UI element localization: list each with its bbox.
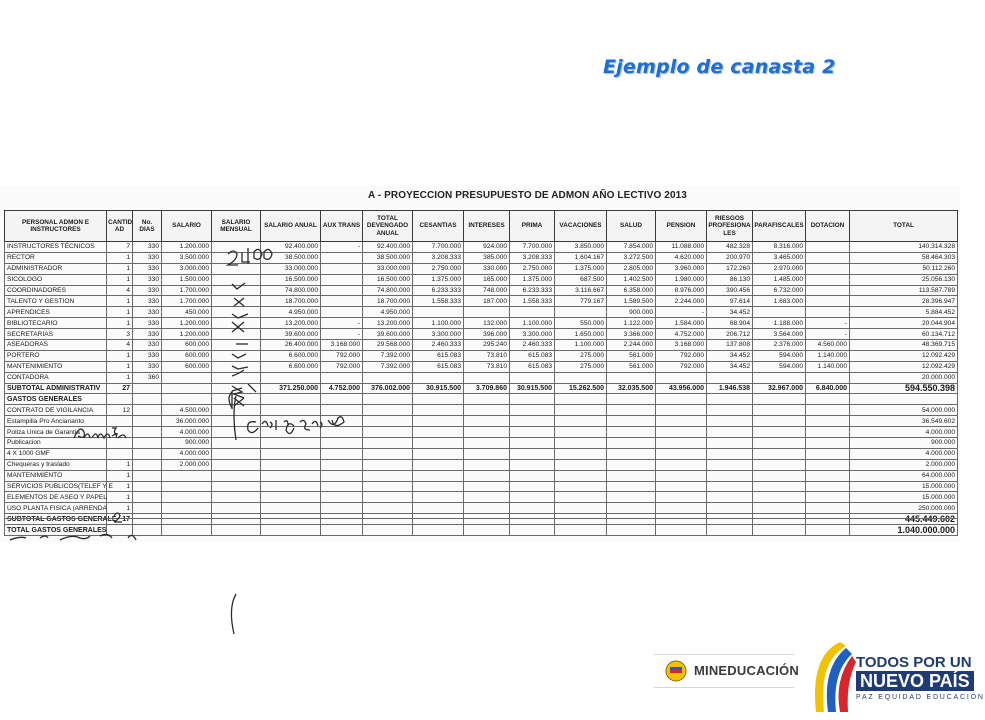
handwritten-cross-2 bbox=[232, 322, 244, 332]
handwritten-scribble-portero bbox=[232, 384, 256, 398]
table-cell: 26.400.000 bbox=[261, 340, 321, 351]
table-cell: 1.040.000.000 bbox=[850, 525, 958, 536]
footer-logos bbox=[650, 636, 985, 716]
table-cell: 86.130 bbox=[707, 274, 753, 285]
table-cell: 1.100.000 bbox=[555, 340, 607, 351]
table-cell: 1.485.000 bbox=[753, 274, 806, 285]
row-label-cell: SERVICIOS PUBLICOS(TELEF Y E bbox=[5, 481, 107, 492]
table-cell: 3.500.000 bbox=[162, 252, 212, 263]
table-cell: 2.244.000 bbox=[656, 296, 707, 307]
colombia-flag-icon bbox=[800, 638, 854, 714]
table-cell: 900.000 bbox=[162, 438, 212, 449]
table-cell: 7.854.000 bbox=[607, 242, 656, 253]
column-header: VACACIONES bbox=[555, 211, 607, 242]
table-cell: 73.810 bbox=[464, 350, 510, 361]
table-cell: 3 bbox=[107, 329, 133, 340]
table-cell: 54.000.000 bbox=[850, 405, 958, 416]
table-cell: 330 bbox=[133, 318, 162, 329]
table-cell: 6.358.000 bbox=[607, 285, 656, 296]
table-cell: 13.200.000 bbox=[363, 318, 413, 329]
table-cell: 900.000 bbox=[850, 438, 958, 449]
table-cell: 18.700.000 bbox=[363, 296, 413, 307]
table-cell: 4.000.000 bbox=[162, 427, 212, 438]
table-cell: 1.683.000 bbox=[753, 296, 806, 307]
table-cell: 3.366.000 bbox=[607, 329, 656, 340]
row-label-cell: PORTERO bbox=[5, 350, 107, 361]
table-cell: 137.808 bbox=[707, 340, 753, 351]
table-cell: 561.000 bbox=[607, 361, 656, 372]
todos-por-un-text: TODOS POR UN bbox=[856, 654, 972, 671]
table-cell: 482.328 bbox=[707, 242, 753, 253]
table-cell: 250.000.000 bbox=[850, 503, 958, 514]
table-cell: 1.200.000 bbox=[162, 329, 212, 340]
table-cell: 16.500.000 bbox=[363, 274, 413, 285]
table-cell: 561.000 bbox=[607, 350, 656, 361]
table-cell: 1 bbox=[107, 263, 133, 274]
table-cell: 1.100.000 bbox=[510, 318, 555, 329]
table-cell: 12.092.429 bbox=[850, 350, 958, 361]
table-cell: 3.272.500 bbox=[607, 252, 656, 263]
row-label-cell: MANTENIMIENTO bbox=[5, 470, 107, 481]
table-cell: 3.709.860 bbox=[464, 383, 510, 394]
row-label-cell: SECRETARIAS bbox=[5, 329, 107, 340]
table-cell: 792.000 bbox=[321, 350, 363, 361]
table-cell: 615.083 bbox=[413, 361, 464, 372]
table-cell: 1.700.000 bbox=[162, 296, 212, 307]
table-cell: 38.500.000 bbox=[363, 252, 413, 263]
table-cell: 1 bbox=[107, 361, 133, 372]
table-cell: 3.116.667 bbox=[555, 285, 607, 296]
table-cell: 687.500 bbox=[555, 274, 607, 285]
table-cell: 20.000.000 bbox=[850, 372, 958, 383]
table-cell: - bbox=[656, 307, 707, 318]
row-label-cell: SUBTOTAL ADMINISTRATIV bbox=[5, 383, 107, 394]
table-cell: 25.056.130 bbox=[850, 274, 958, 285]
table-cell: - bbox=[806, 318, 850, 329]
table-cell: 15.000.000 bbox=[850, 481, 958, 492]
table-cell: 1 bbox=[107, 372, 133, 383]
table-cell: 1.140.000 bbox=[806, 350, 850, 361]
table-cell: 29.568.000 bbox=[363, 340, 413, 351]
column-header: CANTID AD bbox=[107, 211, 133, 242]
table-cell: 330 bbox=[133, 242, 162, 253]
table-cell: 4.620.000 bbox=[656, 252, 707, 263]
table-cell: 748.000 bbox=[464, 285, 510, 296]
table-cell: 450.000 bbox=[162, 307, 212, 318]
handwritten-bracket-2 bbox=[231, 594, 236, 634]
handwritten-check-2 bbox=[232, 314, 248, 318]
table-cell: 13.200.000 bbox=[261, 318, 321, 329]
table-cell: 924.000 bbox=[464, 242, 510, 253]
row-label-cell: GASTOS GENERALES bbox=[5, 394, 107, 405]
table-cell: 74.800.000 bbox=[261, 285, 321, 296]
handwriting-annotations bbox=[0, 186, 960, 542]
table-cell: 1 bbox=[107, 503, 133, 514]
table-cell: 4 bbox=[107, 340, 133, 351]
table-cell: 1.650.000 bbox=[555, 329, 607, 340]
column-header: SALARIO bbox=[162, 211, 212, 242]
row-label-cell: CONTRATO DE VIGILANCIA bbox=[5, 405, 107, 416]
row-label-cell: RECTOR bbox=[5, 252, 107, 263]
row-label-cell: CONTADORA bbox=[5, 372, 107, 383]
table-cell: 187.000 bbox=[464, 296, 510, 307]
column-header: SALARIO ANUAL bbox=[261, 211, 321, 242]
table-cell: 295.240 bbox=[464, 340, 510, 351]
table-cell: 2.000.000 bbox=[850, 459, 958, 470]
column-header: PENSION bbox=[656, 211, 707, 242]
table-cell: 275.000 bbox=[555, 361, 607, 372]
column-header: TOTAL bbox=[850, 211, 958, 242]
table-cell: 445.449.602 bbox=[850, 514, 958, 525]
table-cell: 1 bbox=[107, 296, 133, 307]
table-cell: 1.604.167 bbox=[555, 252, 607, 263]
handwritten-cuenta-5 bbox=[112, 428, 118, 434]
table-cell: 32.035.500 bbox=[607, 383, 656, 394]
paz-equidad-educacion-text: PAZ EQUIDAD EDUCACIÓN bbox=[856, 694, 985, 701]
table-cell: 60.134.712 bbox=[850, 329, 958, 340]
table-cell: 390.456 bbox=[707, 285, 753, 296]
column-header: INTERESES bbox=[464, 211, 510, 242]
table-cell: 2.970.000 bbox=[753, 263, 806, 274]
handwritten-cuenta-2 bbox=[114, 513, 122, 522]
table-cell: 330 bbox=[133, 285, 162, 296]
handwritten-2400 bbox=[228, 248, 272, 265]
table-cell: 330 bbox=[133, 263, 162, 274]
table-cell: 2.376.000 bbox=[753, 340, 806, 351]
table-cell: 140.314.328 bbox=[850, 242, 958, 253]
table-cell: 4.950.000 bbox=[261, 307, 321, 318]
row-label-cell: INSTRUCTORES TÉCNICOS bbox=[5, 242, 107, 253]
table-cell: 68.904 bbox=[707, 318, 753, 329]
column-header: DOTACION bbox=[806, 211, 850, 242]
table-cell: 376.002.000 bbox=[363, 383, 413, 394]
table-cell: 73.810 bbox=[464, 361, 510, 372]
table-cell: 6.840.000 bbox=[806, 383, 850, 394]
table-cell: 4.560.000 bbox=[806, 340, 850, 351]
table-cell: 92.400.000 bbox=[261, 242, 321, 253]
table-cell: 3.465.000 bbox=[753, 252, 806, 263]
table-cell: 1.558.333 bbox=[413, 296, 464, 307]
table-cell: 64.000.000 bbox=[850, 470, 958, 481]
table-cell: 8.316.000 bbox=[753, 242, 806, 253]
table-cell: 30.915.500 bbox=[413, 383, 464, 394]
table-cell: 113.587.789 bbox=[850, 285, 958, 296]
table-cell: 4.000.000 bbox=[850, 448, 958, 459]
table-cell: 34.452 bbox=[707, 361, 753, 372]
column-header: PRIMA bbox=[510, 211, 555, 242]
scanned-document bbox=[0, 186, 960, 542]
row-label-cell: ASEADORAS bbox=[5, 340, 107, 351]
row-label-cell: Publicacion bbox=[5, 438, 107, 449]
table-cell: 7.392.000 bbox=[363, 361, 413, 372]
mineducacion-text: MINEDUCACIÓN bbox=[694, 663, 799, 678]
table-cell: 30.915.500 bbox=[510, 383, 555, 394]
table-cell: 11.088.000 bbox=[656, 242, 707, 253]
table-cell: 7 bbox=[107, 242, 133, 253]
table-cell: 275.000 bbox=[555, 350, 607, 361]
row-label-cell: TOTAL GASTOS GENERALES bbox=[5, 525, 107, 536]
table-cell: 39.600.000 bbox=[363, 329, 413, 340]
table-cell: 3.564.000 bbox=[753, 329, 806, 340]
table-cell: 615.083 bbox=[413, 350, 464, 361]
table-cell: 1.589.500 bbox=[607, 296, 656, 307]
table-cell: 3.960.000 bbox=[656, 263, 707, 274]
table-cell: 1.100.000 bbox=[413, 318, 464, 329]
table-cell: 3.208.333 bbox=[413, 252, 464, 263]
table-cell: 32.967.000 bbox=[753, 383, 806, 394]
table-cell: 330 bbox=[133, 361, 162, 372]
table-cell: 5.884.452 bbox=[850, 307, 958, 318]
table-cell: 594.000 bbox=[753, 361, 806, 372]
table-cell: 33.000.000 bbox=[261, 263, 321, 274]
mineducacion-logo bbox=[654, 654, 799, 688]
column-header: CESANTIAS bbox=[413, 211, 464, 242]
table-cell: 594.550.398 bbox=[850, 383, 958, 394]
table-cell: 330 bbox=[133, 350, 162, 361]
table-cell: 2.460.333 bbox=[413, 340, 464, 351]
table-cell: 330 bbox=[133, 329, 162, 340]
table-cell: 206.712 bbox=[707, 329, 753, 340]
table-cell: 38.500.000 bbox=[261, 252, 321, 263]
table-cell: 371.250.000 bbox=[261, 383, 321, 394]
table-cell: 1 bbox=[107, 252, 133, 263]
table-cell: 16.500.000 bbox=[261, 274, 321, 285]
table-cell: 12.092.429 bbox=[850, 361, 958, 372]
table-cell: 6.233.333 bbox=[510, 285, 555, 296]
table-cell: 18.700.000 bbox=[261, 296, 321, 307]
table-cell: 1 bbox=[107, 350, 133, 361]
table-cell: 97.614 bbox=[707, 296, 753, 307]
table-cell: - bbox=[806, 329, 850, 340]
table-cell: 3.000.000 bbox=[162, 263, 212, 274]
row-label-cell: SICOLOGO bbox=[5, 274, 107, 285]
handwritten-primaria bbox=[74, 429, 126, 438]
handwritten-bottom-scrawl bbox=[10, 534, 136, 540]
table-cell: 1.188.000 bbox=[753, 318, 806, 329]
table-cell: 1.558.333 bbox=[510, 296, 555, 307]
table-cell: 6.600.000 bbox=[261, 361, 321, 372]
handwritten-cross-1 bbox=[234, 298, 244, 306]
table-cell: - bbox=[321, 242, 363, 253]
table-cell: 600.000 bbox=[162, 361, 212, 372]
table-cell: 58.464.303 bbox=[850, 252, 958, 263]
table-cell: 1.200.000 bbox=[162, 318, 212, 329]
table-cell: 1 bbox=[107, 274, 133, 285]
table-cell: 2.460.333 bbox=[510, 340, 555, 351]
handwritten-check-4 bbox=[232, 366, 248, 369]
table-cell: 17 bbox=[107, 514, 133, 525]
row-label-cell: APRENDICES bbox=[5, 307, 107, 318]
table-cell: 36.000.000 bbox=[162, 416, 212, 427]
table-cell: 1 bbox=[107, 470, 133, 481]
table-cell: 4 bbox=[107, 285, 133, 296]
table-cell: 330 bbox=[133, 340, 162, 351]
table-cell: 7.392.000 bbox=[363, 350, 413, 361]
table-cell: 92.400.000 bbox=[363, 242, 413, 253]
table-cell: 172.260 bbox=[707, 263, 753, 274]
table-cell: 792.000 bbox=[656, 350, 707, 361]
row-label-cell: Poliza Unica de Garantia bbox=[5, 427, 107, 438]
table-cell: 3.850.000 bbox=[555, 242, 607, 253]
slide-title: Ejemplo de canasta 2 bbox=[603, 56, 836, 78]
table-cell: 4.950.000 bbox=[363, 307, 413, 318]
row-label-cell: BIBLIOTECARIO bbox=[5, 318, 107, 329]
table-cell: 360 bbox=[133, 372, 162, 383]
table-cell: 4.752.000 bbox=[656, 329, 707, 340]
table-cell: 792.000 bbox=[321, 361, 363, 372]
row-label-cell: Estampilla Pro Anciananto bbox=[5, 416, 107, 427]
table-cell: 330.000 bbox=[464, 263, 510, 274]
row-label-cell: ADMINISTRADOR bbox=[5, 263, 107, 274]
table-cell: 33.000.000 bbox=[363, 263, 413, 274]
table-cell: 1.402.500 bbox=[607, 274, 656, 285]
table-cell: 1 bbox=[107, 481, 133, 492]
table-cell: 48.369.715 bbox=[850, 340, 958, 351]
table-cell: 594.000 bbox=[753, 350, 806, 361]
table-cell: 2.805.000 bbox=[607, 263, 656, 274]
table-cell: 3.208.333 bbox=[510, 252, 555, 263]
colombia-seal-icon bbox=[664, 659, 688, 683]
table-cell: 4.752.000 bbox=[321, 383, 363, 394]
table-cell: 792.000 bbox=[656, 361, 707, 372]
table-cell: 615.083 bbox=[510, 361, 555, 372]
row-label-cell: TALENTO Y GESTION bbox=[5, 296, 107, 307]
table-cell: 39.600.000 bbox=[261, 329, 321, 340]
table-cell: 1.700.000 bbox=[162, 285, 212, 296]
table-cell: 8.976.000 bbox=[656, 285, 707, 296]
table-cell: 1.500.000 bbox=[162, 274, 212, 285]
table-cell: 2.000.000 bbox=[162, 459, 212, 470]
row-label-cell: MANTENIMIENTO bbox=[5, 361, 107, 372]
table-cell: 330 bbox=[133, 307, 162, 318]
table-cell: 1.584.000 bbox=[656, 318, 707, 329]
table-cell: 1.200.000 bbox=[162, 242, 212, 253]
table-cell: 1.375.000 bbox=[555, 263, 607, 274]
table-cell: 2.244.000 bbox=[607, 340, 656, 351]
table-cell: 4.000.000 bbox=[850, 427, 958, 438]
table-cell: 396.000 bbox=[464, 329, 510, 340]
row-label-cell: USO PLANTA FISICA (ARRENDA bbox=[5, 503, 107, 514]
column-header: No. DIAS bbox=[133, 211, 162, 242]
table-cell: 2.750.000 bbox=[510, 263, 555, 274]
table-cell: 3.168.000 bbox=[321, 340, 363, 351]
table-cell: 1 bbox=[107, 307, 133, 318]
table-cell: - bbox=[321, 329, 363, 340]
table-cell: 34.452 bbox=[707, 350, 753, 361]
table-cell: 615.083 bbox=[510, 350, 555, 361]
table-cell: 330 bbox=[133, 252, 162, 263]
table-cell: - bbox=[321, 318, 363, 329]
table-cell: 6.732.000 bbox=[753, 285, 806, 296]
table-cell: 6.600.000 bbox=[261, 350, 321, 361]
table-cell: 1.375.000 bbox=[413, 274, 464, 285]
nuevo-pais-text: NUEVO PAÍS bbox=[856, 671, 974, 691]
table-cell: 27 bbox=[107, 383, 133, 394]
column-header: PARAFISCALES bbox=[753, 211, 806, 242]
table-cell: 43.956.000 bbox=[656, 383, 707, 394]
row-label-cell: 4 X 1000 GMF bbox=[5, 448, 107, 459]
table-cell: 550.000 bbox=[555, 318, 607, 329]
table-cell: 50.112.260 bbox=[850, 263, 958, 274]
column-header: SALUD bbox=[607, 211, 656, 242]
row-label-cell: SUBTOTAL GASTOS GENERALE bbox=[5, 514, 107, 525]
table-cell: 3.300.000 bbox=[510, 329, 555, 340]
table-cell: 74.800.000 bbox=[363, 285, 413, 296]
table-cell: 1.140.000 bbox=[806, 361, 850, 372]
table-cell: 28.396.947 bbox=[850, 296, 958, 307]
table-cell: 3.168.000 bbox=[656, 340, 707, 351]
table-cell: 12 bbox=[107, 405, 133, 416]
table-cell: 15.000.000 bbox=[850, 492, 958, 503]
table-cell: 165.000 bbox=[464, 274, 510, 285]
column-header: TOTAL DEVENGADO ANUAL bbox=[363, 211, 413, 242]
table-cell: 132.000 bbox=[464, 318, 510, 329]
table-cell: 330 bbox=[133, 274, 162, 285]
table-cell: 4.500.000 bbox=[162, 405, 212, 416]
table-cell: 6.233.333 bbox=[413, 285, 464, 296]
table-cell: 4.000.000 bbox=[162, 448, 212, 459]
table-cell: 3.300.000 bbox=[413, 329, 464, 340]
table-cell: 34.452 bbox=[707, 307, 753, 318]
row-label-cell: COORDINADORES bbox=[5, 285, 107, 296]
column-header: PERSONAL ADMON E INSTRUCTORES bbox=[5, 211, 107, 242]
table-cell: 20.044.904 bbox=[850, 318, 958, 329]
table-cell: 1 bbox=[107, 459, 133, 470]
handwritten-check-3 bbox=[232, 354, 246, 358]
table-cell: 1.375.000 bbox=[510, 274, 555, 285]
table-cell: 600.000 bbox=[162, 340, 212, 351]
handwritten-check-1 bbox=[232, 283, 245, 289]
table-cell: 2.750.000 bbox=[413, 263, 464, 274]
handwritten-check-5 bbox=[232, 370, 244, 376]
table-cell: 36.549.602 bbox=[850, 416, 958, 427]
table-cell: 7.700.000 bbox=[413, 242, 464, 253]
table-cell: 900.000 bbox=[607, 307, 656, 318]
table-cell: 1.980.000 bbox=[656, 274, 707, 285]
table-cell: 330 bbox=[133, 296, 162, 307]
table-cell: 7.700.000 bbox=[510, 242, 555, 253]
handwritten-bracket-3 bbox=[234, 396, 236, 440]
table-cell: 779.167 bbox=[555, 296, 607, 307]
table-cell: 1.122.000 bbox=[607, 318, 656, 329]
row-label-cell: ELEMENTOS DE ASEO Y PAPEL bbox=[5, 492, 107, 503]
table-cell: 600.000 bbox=[162, 350, 212, 361]
column-header: AUX TRANS bbox=[321, 211, 363, 242]
row-label-cell: Chequeras y traslado bbox=[5, 459, 107, 470]
table-cell: 200.970 bbox=[707, 252, 753, 263]
table-cell: 1 bbox=[107, 318, 133, 329]
document-header: A - PROYECCION PRESUPUESTO DE ADMON AÑO LECTIVO 2013 bbox=[368, 190, 687, 201]
table-cell: 385.000 bbox=[464, 252, 510, 263]
table-cell: 1 bbox=[107, 492, 133, 503]
column-header: SALARIO MENSUAL bbox=[212, 211, 261, 242]
column-header: RIESGOS PROFESIONA LES bbox=[707, 211, 753, 242]
handwritten-gastos bbox=[248, 417, 344, 434]
table-cell: 1.946.538 bbox=[707, 383, 753, 394]
table-cell: 15.262.500 bbox=[555, 383, 607, 394]
